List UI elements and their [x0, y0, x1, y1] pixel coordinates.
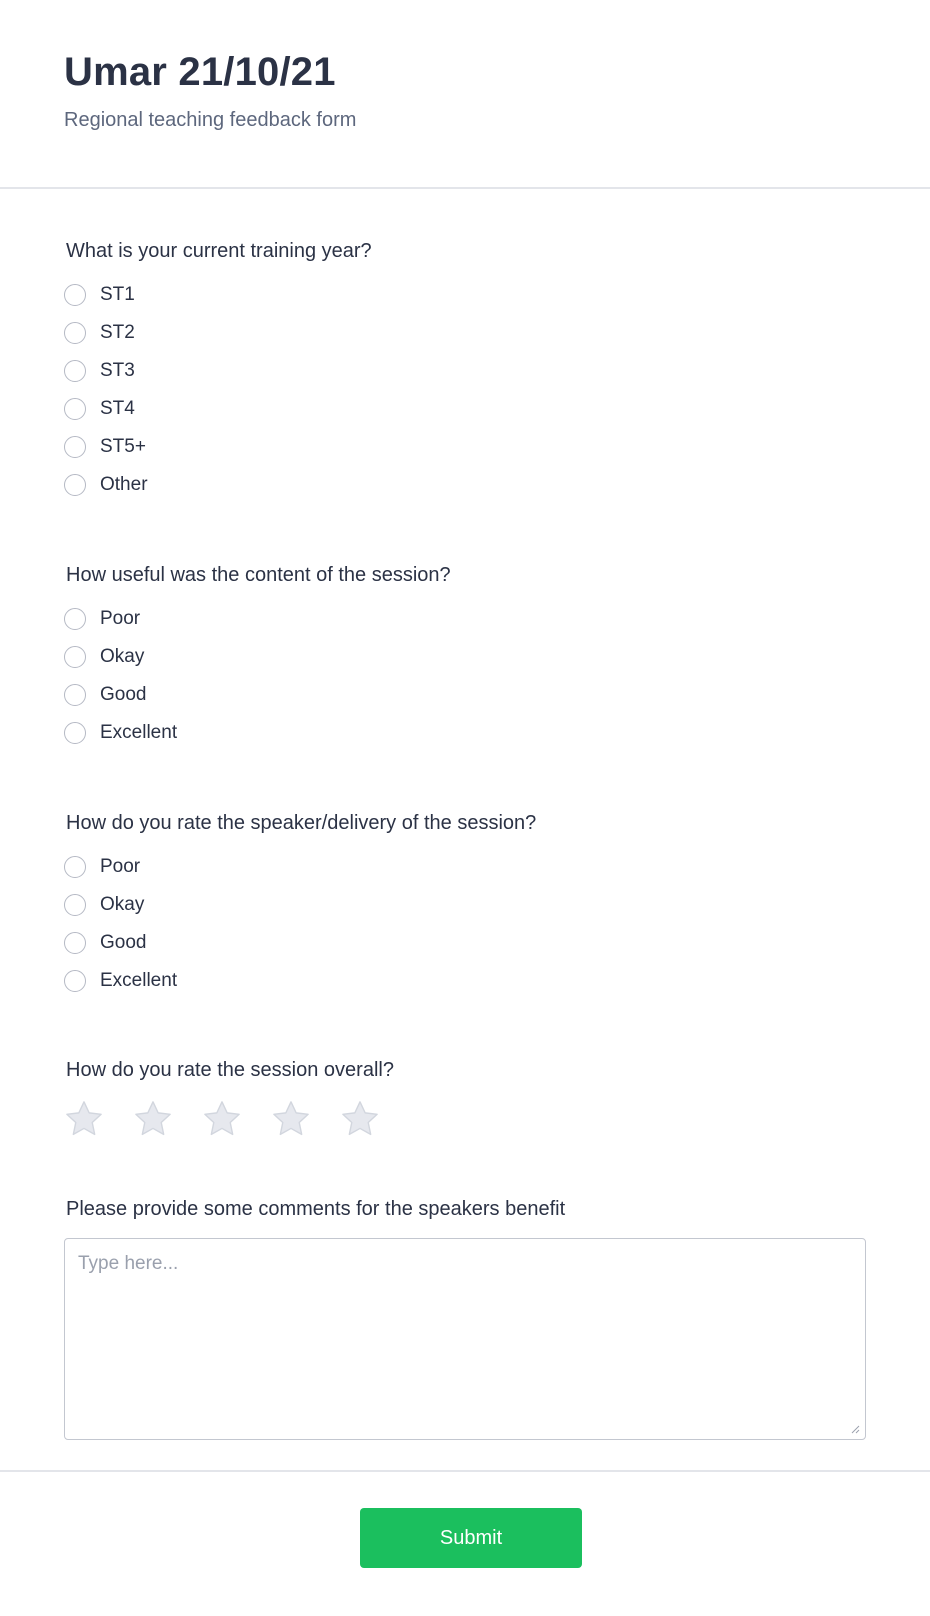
- option-st5-plus[interactable]: [64, 433, 146, 461]
- radio-button[interactable]: [64, 722, 86, 744]
- option-label: Okay: [100, 894, 145, 915]
- question-training-year: What is your current training year?: [66, 240, 372, 262]
- option-label: ST1: [100, 284, 135, 305]
- option-speaker-good[interactable]: [64, 929, 146, 957]
- radio-button[interactable]: [64, 436, 86, 458]
- radio-button[interactable]: [64, 646, 86, 668]
- footer-divider: [0, 1470, 930, 1472]
- option-st1[interactable]: [64, 281, 135, 309]
- option-label: Poor: [100, 608, 141, 629]
- resize-handle-icon[interactable]: [850, 1424, 860, 1434]
- star-icon-2[interactable]: [132, 1098, 174, 1140]
- star-icon-5[interactable]: [339, 1098, 381, 1140]
- radio-button[interactable]: [64, 684, 86, 706]
- radio-button[interactable]: [64, 322, 86, 344]
- star-icon-3[interactable]: [201, 1098, 243, 1140]
- option-label: ST2: [100, 322, 135, 343]
- radio-button[interactable]: [64, 856, 86, 878]
- star-rating: [63, 1098, 408, 1140]
- radio-button[interactable]: [64, 360, 86, 382]
- form-header: [0, 0, 930, 188]
- option-st2[interactable]: [64, 319, 135, 347]
- question-content-usefulness: How useful was the content of the session?: [66, 564, 451, 586]
- option-speaker-excellent[interactable]: [64, 967, 177, 995]
- question-overall-rating: How do you rate the session overall?: [66, 1059, 394, 1081]
- option-content-excellent[interactable]: [64, 719, 177, 747]
- radio-button[interactable]: [64, 398, 86, 420]
- submit-button[interactable]: Submit: [360, 1508, 582, 1568]
- star-icon-4[interactable]: [270, 1098, 312, 1140]
- question-speaker-rating: How do you rate the speaker/delivery of the session?: [66, 812, 537, 834]
- question-comments: Please provide some comments for the speakers benefit: [66, 1198, 566, 1220]
- option-label: Other: [100, 474, 148, 495]
- option-content-good[interactable]: [64, 681, 146, 709]
- form-title: Umar 21/10/21: [64, 50, 336, 94]
- option-label: Poor: [100, 856, 141, 877]
- option-content-okay[interactable]: [64, 643, 144, 671]
- comments-textarea[interactable]: [64, 1238, 866, 1440]
- option-speaker-poor[interactable]: [64, 853, 140, 881]
- option-st3[interactable]: [64, 357, 135, 385]
- header-divider: [0, 187, 930, 189]
- option-content-poor[interactable]: [64, 605, 140, 633]
- option-label: Good: [100, 932, 147, 953]
- option-label: Good: [100, 684, 147, 705]
- form-subtitle: Regional teaching feedback form: [64, 109, 357, 131]
- radio-button[interactable]: [64, 474, 86, 496]
- radio-button[interactable]: [64, 932, 86, 954]
- option-label: ST5+: [100, 436, 146, 457]
- option-label: Excellent: [100, 722, 178, 743]
- option-speaker-okay[interactable]: [64, 891, 144, 919]
- radio-button[interactable]: [64, 970, 86, 992]
- radio-button[interactable]: [64, 284, 86, 306]
- star-icon-1[interactable]: [63, 1098, 105, 1140]
- option-other[interactable]: [64, 471, 148, 499]
- option-label: Excellent: [100, 970, 178, 991]
- option-label: ST4: [100, 398, 135, 419]
- option-label: Okay: [100, 646, 145, 667]
- option-label: ST3: [100, 360, 135, 381]
- radio-button[interactable]: [64, 608, 86, 630]
- option-st4[interactable]: [64, 395, 135, 423]
- radio-button[interactable]: [64, 894, 86, 916]
